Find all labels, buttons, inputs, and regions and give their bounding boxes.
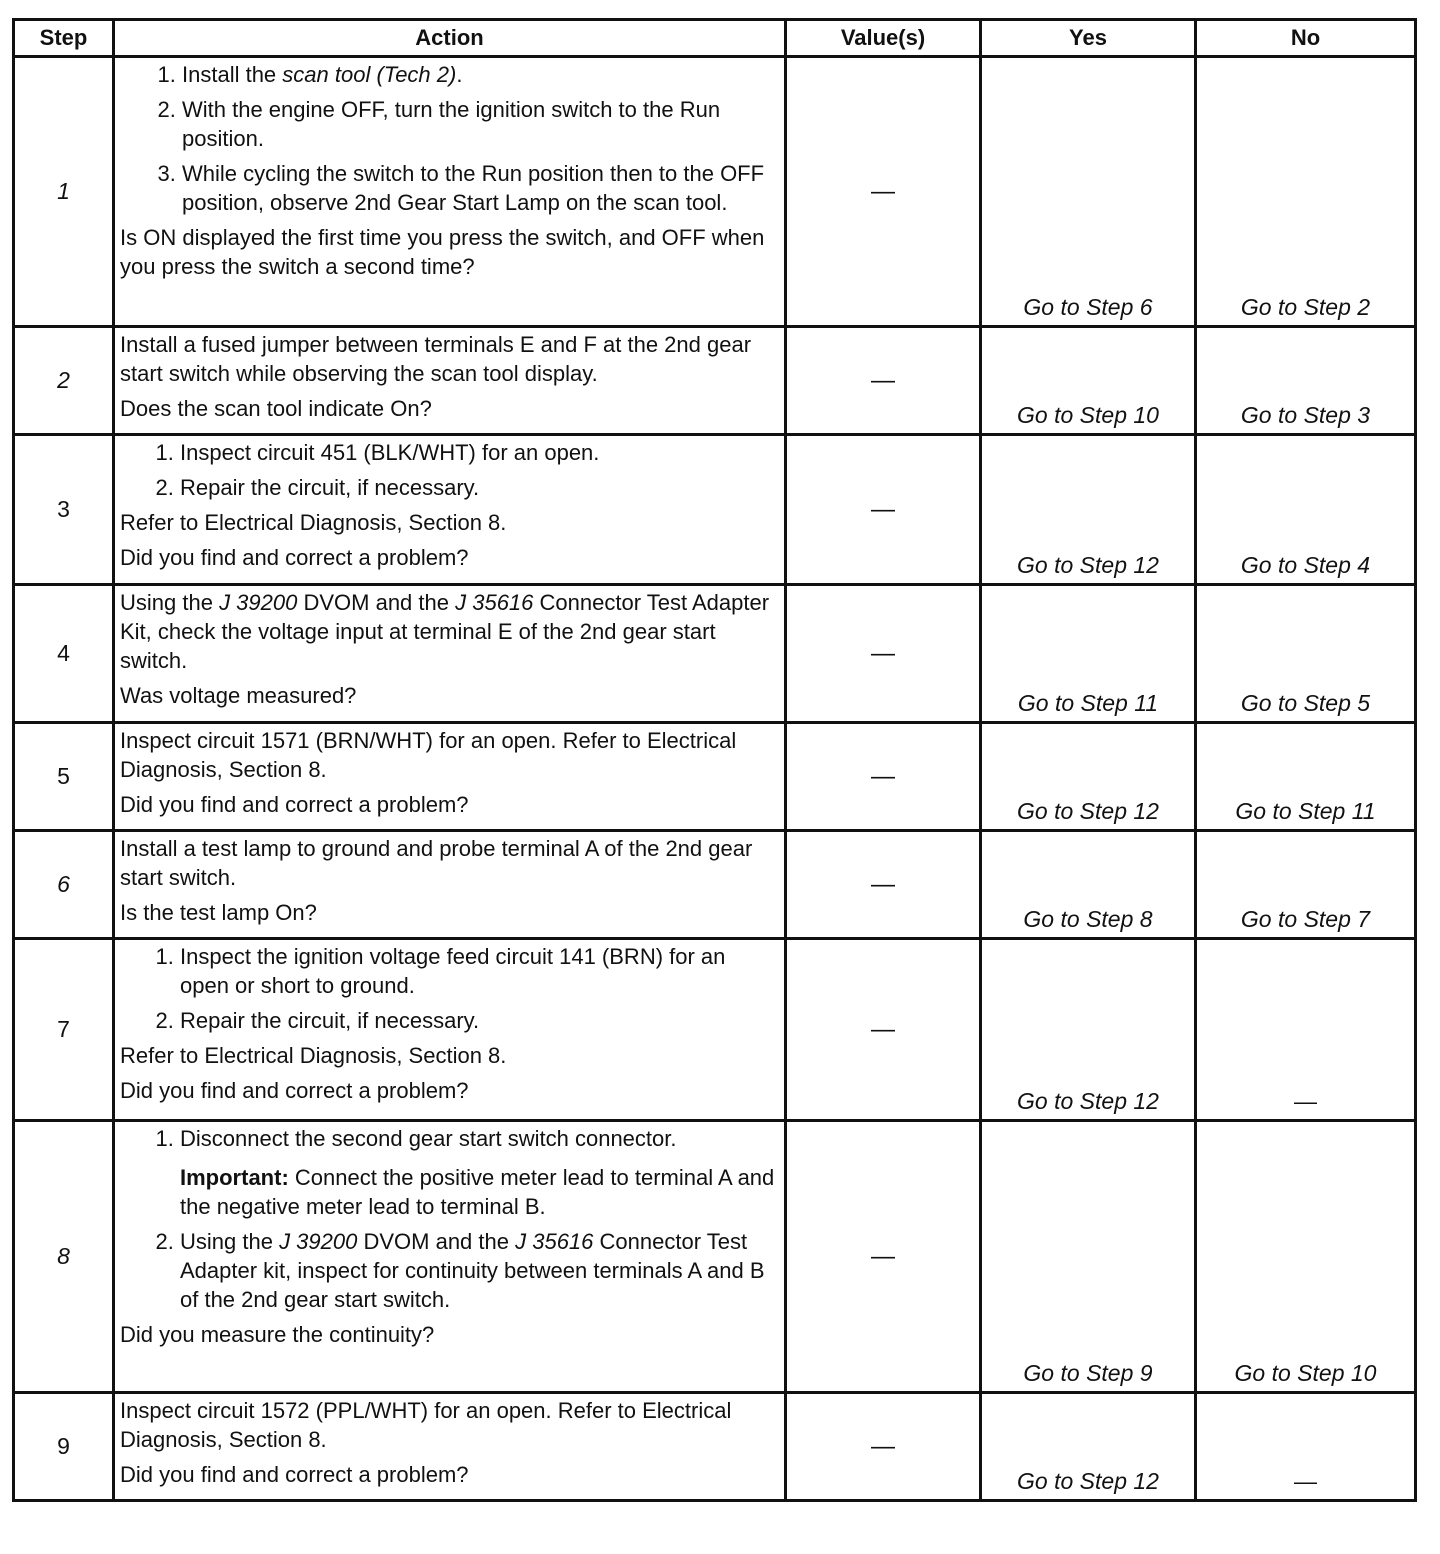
- header-row: [14, 20, 1416, 57]
- no-link[interactable]: Go to Step 2: [1196, 57, 1416, 327]
- action-text: Install a fused jumper between terminals E and F at the 2nd gear start switch while observing the scan tool display.: [120, 332, 752, 386]
- yes-link[interactable]: Go to Step 10: [981, 327, 1196, 435]
- header-step: Step: [14, 20, 114, 57]
- no-link[interactable]: Go to Step 4: [1196, 435, 1416, 585]
- action-question: Did you find and correct a problem?: [120, 1078, 469, 1103]
- step-number: 4: [14, 585, 114, 723]
- tool-ref: J 35616: [455, 590, 534, 615]
- action-list-item: 2. With the engine OFF, turn the ignition switch to the Run position.: [182, 95, 778, 153]
- table-row: [14, 57, 1416, 327]
- yes-link[interactable]: Go to Step 12: [981, 723, 1196, 831]
- step-number: 1: [14, 57, 114, 327]
- yes-link[interactable]: Go to Step 12: [981, 1393, 1196, 1501]
- action-cell: [114, 435, 786, 585]
- step-number: 3: [14, 435, 114, 585]
- step-number: 8: [14, 1121, 114, 1393]
- value-cell: —: [786, 723, 981, 831]
- action-question: Is ON displayed the first time you press the switch, and OFF when you press the switch a second time?: [120, 225, 765, 279]
- action-text: Using the J 39200 DVOM and the J 35616 Connector Test Adapter Kit, check the voltage input at terminal E of the 2nd gear start switch.: [120, 590, 770, 673]
- step-number: 5: [14, 723, 114, 831]
- action-text: Inspect circuit 1572 (PPL/WHT) for an open. Refer to Electrical Diagnosis, Section 8.: [120, 1398, 732, 1452]
- no-link[interactable]: Go to Step 7: [1196, 831, 1416, 939]
- header-action: Action: [114, 20, 786, 57]
- step-number: 2: [14, 327, 114, 435]
- action-list-item: 2. Using the J 39200 DVOM and the J 35616 Connector Test Adapter kit, inspect for continuity between terminals A and B of the 2nd gear start switch.: [180, 1227, 778, 1314]
- action-note: Refer to Electrical Diagnosis, Section 8.: [120, 1043, 507, 1068]
- no-link[interactable]: Go to Step 3: [1196, 327, 1416, 435]
- action-question: Was voltage measured?: [120, 683, 357, 708]
- action-text: Inspect circuit 1571 (BRN/WHT) for an open. Refer to Electrical Diagnosis, Section 8.: [120, 728, 737, 782]
- action-list-item: 1. Install the scan tool (Tech 2).: [182, 60, 778, 89]
- table-row: [14, 435, 1416, 585]
- action-question: Did you measure the continuity?: [120, 1322, 435, 1347]
- table-row: [14, 831, 1416, 939]
- action-list-item: 3. While cycling the switch to the Run position then to the OFF position, observe 2nd Gear Start Lamp on the scan tool.: [182, 159, 778, 217]
- table-row: [14, 939, 1416, 1121]
- action-list-item: 1. Inspect the ignition voltage feed circuit 141 (BRN) for an open or short to ground.: [180, 942, 778, 1000]
- yes-link[interactable]: Go to Step 12: [981, 939, 1196, 1121]
- action-question: Did you find and correct a problem?: [120, 1462, 469, 1487]
- important-note: Important: Connect the positive meter lead to terminal A and the negative meter lead to terminal B.: [180, 1165, 775, 1219]
- action-list-item: 2. Repair the circuit, if necessary.: [180, 1006, 778, 1035]
- tool-ref: J 35616: [515, 1229, 594, 1254]
- step-number: 6: [14, 831, 114, 939]
- no-link[interactable]: Go to Step 10: [1196, 1121, 1416, 1393]
- yes-link[interactable]: Go to Step 11: [981, 585, 1196, 723]
- yes-link[interactable]: Go to Step 9: [981, 1121, 1196, 1393]
- tool-ref: J 39200: [279, 1229, 358, 1254]
- table-row: [14, 1121, 1416, 1393]
- no-link: —: [1196, 1393, 1416, 1501]
- yes-link[interactable]: Go to Step 12: [981, 435, 1196, 585]
- value-cell: —: [786, 939, 981, 1121]
- no-link[interactable]: Go to Step 5: [1196, 585, 1416, 723]
- action-question: Is the test lamp On?: [120, 900, 317, 925]
- action-cell: [114, 831, 786, 939]
- action-cell: [114, 1121, 786, 1393]
- value-cell: —: [786, 831, 981, 939]
- action-note: Refer to Electrical Diagnosis, Section 8.: [120, 510, 507, 535]
- no-link[interactable]: Go to Step 11: [1196, 723, 1416, 831]
- value-cell: —: [786, 327, 981, 435]
- header-no: No: [1196, 20, 1416, 57]
- table-row: [14, 327, 1416, 435]
- header-yes: Yes: [981, 20, 1196, 57]
- action-list-item: 1. Inspect circuit 451 (BLK/WHT) for an open.: [180, 438, 778, 467]
- no-link: —: [1196, 939, 1416, 1121]
- table-row: [14, 723, 1416, 831]
- action-list-item: 2. Repair the circuit, if necessary.: [180, 473, 778, 502]
- table-row: [14, 585, 1416, 723]
- step-number: 9: [14, 1393, 114, 1501]
- diagnostic-table: [12, 18, 1417, 1502]
- value-cell: —: [786, 585, 981, 723]
- table-row: [14, 1393, 1416, 1501]
- value-cell: —: [786, 57, 981, 327]
- action-cell: [114, 939, 786, 1121]
- action-cell: [114, 57, 786, 327]
- step-number: 7: [14, 939, 114, 1121]
- action-question: Did you find and correct a problem?: [120, 792, 469, 817]
- action-cell: [114, 585, 786, 723]
- header-values: Value(s): [786, 20, 981, 57]
- action-cell: [114, 723, 786, 831]
- action-cell: [114, 1393, 786, 1501]
- action-question: Does the scan tool indicate On?: [120, 396, 432, 421]
- value-cell: —: [786, 435, 981, 585]
- value-cell: —: [786, 1393, 981, 1501]
- action-list-item: 1. Disconnect the second gear start switch connector. Important: Connect the positive meter lead to terminal A and the negative meter lead to terminal B.: [180, 1124, 778, 1221]
- yes-link[interactable]: Go to Step 8: [981, 831, 1196, 939]
- tool-ref: J 39200: [219, 590, 298, 615]
- action-cell: [114, 327, 786, 435]
- action-text: Install a test lamp to ground and probe terminal A of the 2nd gear start switch.: [120, 836, 753, 890]
- action-question: Did you find and correct a problem?: [120, 545, 469, 570]
- value-cell: —: [786, 1121, 981, 1393]
- yes-link[interactable]: Go to Step 6: [981, 57, 1196, 327]
